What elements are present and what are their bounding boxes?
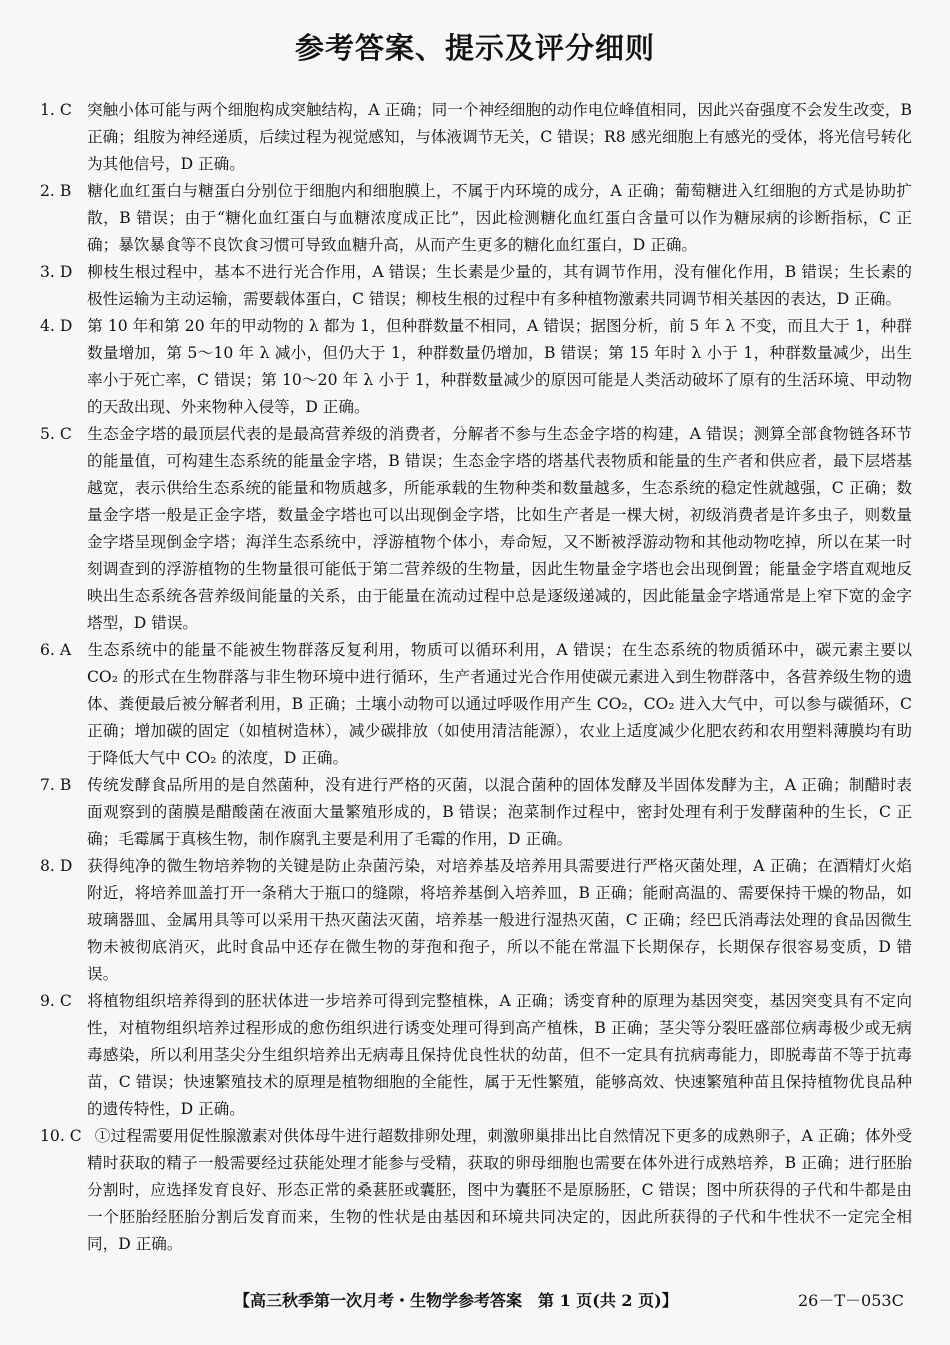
answer-text: ①过程需要用促性腺激素对供体母牛进行超数排卵处理，刺激卵巢排出比自然情况下更多的成熟卵子，A 正确；体外受精时获取的精子一般需要经过获能处理才能参与受精，获取的卵母细胞也需要在体外进行成熟培养，B 正确；进行胚胎分割时，应选择发育良好、形态正常的桑葚胚或囊胚，图中为囊胚不是原肠胚，C 错误；图中所获得的子代和牛都是由一个胚胎经胚胎分割后发育而来，生物的性状是由基因和环境共同决定的，因此所获得的子代和牛性状不一定完全相同，D 正确。: [87, 1127, 912, 1253]
answer-number: 9. C: [40, 992, 72, 1010]
footer-exam-code: 26－T－053C: [798, 1291, 904, 1310]
page-title: 参考答案、提示及评分细则: [294, 31, 655, 65]
answer-number: 3. D: [40, 263, 73, 281]
answer-item-7: [40, 772, 912, 853]
answer-text: 柳枝生根过程中，基本不进行光合作用，A 错误；生长素是少量的，其有调节作用，没有催化作用，B 错误；生长素的极性运输为主动运输，需要载体蛋白，C 错误；柳枝生根的过程中有多种植物激素共同调节相关基因的表达，D 正确。: [87, 263, 912, 308]
answer-item-2: [40, 178, 912, 259]
answer-item-9: [40, 988, 912, 1123]
answer-item-3: [40, 259, 912, 313]
answer-text: 将植物组织培养得到的胚状体进一步培养可得到完整植株，A 正确；诱变育种的原理为基因突变，基因突变具有不定向性，对植物组织培养过程形成的愈伤组织进行诱变处理可得到高产植株，B 正确；茎尖等分裂旺盛部位病毒极少或无病毒感染，所以利用茎尖分生组织培养出无病毒且保持优良性状的幼苗，但不一定具有抗病毒能力，即脱毒苗不等于抗毒苗，C 错误；快速繁殖技术的原理是植物细胞的全能性，属于无性繁殖，能够高效、快速繁殖种苗且保持植物优良品种的遗传特性，D 正确。: [87, 992, 912, 1118]
answer-item-10: [40, 1123, 912, 1258]
answer-item-1: [40, 97, 912, 178]
answer-number: 7. B: [40, 776, 72, 794]
answer-number: 2. B: [40, 182, 72, 200]
answer-item-5: [40, 421, 912, 637]
answer-text: 第 10 年和第 20 年的甲动物的 λ 都为 1，但种群数量不相同，A 错误；据图分析，前 5 年 λ 不变，而且大于 1，种群数量增加，第 5～10 年 λ 减小，但仍大于 1，种群数量仍增加，B 错误；第 15 年时 λ 小于 1，种群数量减少，出生率小于死亡率，C 错误；第 10～20 年 λ 小于 1，种群数量减少的原因可能是人类活动破坏了原有的生活环境、甲动物的天敌出现、外来物种入侵等，D 正确。: [87, 317, 912, 416]
answer-text: 生态金字塔的最顶层代表的是最高营养级的消费者，分解者不参与生态金字塔的构建，A 错误；测算全部食物链各环节的能量值，可构建生态系统的能量金字塔，B 错误；生态金字塔的塔基代表物质和能量的生产者和供应者，最下层塔基越宽，表示供给生态系统的能量和物质越多，所能承载的生物种类和数量越多，生态系统的稳定性就越强，C 正确；数量金字塔一般是正金字塔，数量金字塔也可以出现倒金字塔，比如生产者是一棵大树，初级消费者是许多虫子，则数量金字塔呈现倒金字塔；海洋生态系统中，浮游植物个体小，寿命短，又不断被浮游动物和其他动物吃掉，所以在某一时刻调查到的浮游植物的生物量很可能低于第二营养级的生物量，因此生物量金字塔也会出现倒置；能量金字塔直观地反映出生态系统各营养级间能量的关系，由于能量在流动过程中总是逐级递减的，因此能量金字塔通常是上窄下宽的金字塔型，D 错误。: [87, 425, 912, 632]
answer-item-4: [40, 313, 912, 421]
footer-page-info: 【高三秋季第一次月考・生物学参考答案 第 1 页(共 2 页)】: [234, 1291, 678, 1310]
answer-text: 糖化血红蛋白与糖蛋白分别位于细胞内和细胞膜上，不属于内环境的成分，A 正确；葡萄糖进入红细胞的方式是协助扩散，B 错误；由于“糖化血红蛋白与血糖浓度成正比”，因此检测糖化血红蛋白含量可以作为糖尿病的诊断指标，C 正确；暴饮暴食等不良饮食习惯可导致血糖升高，从而产生更多的糖化血红蛋白，D 正确。: [87, 182, 912, 254]
answer-number: 6. A: [40, 641, 72, 659]
answer-number: 8. D: [40, 857, 73, 875]
answer-text: 生态系统中的能量不能被生物群落反复利用，物质可以循环利用，A 错误；在生态系统的物质循环中，碳元素主要以 CO₂ 的形式在生物群落与非生物环境中进行循环，生产者通过光合作用使碳元素进入到生物群落中，各营养级生物的遗体、粪便最后被分解者利用，B 正确；土壤小动物可以通过呼吸作用产生 CO₂，CO₂ 进入大气中，可以参与碳循环，C 正确；增加碳的固定（如植树造林），减少碳排放（如使用清洁能源），农业上适度减少化肥农药和农用塑料薄膜均有助于降低大气中 CO₂ 的浓度，D 正确。: [87, 641, 912, 767]
answer-number: 4. D: [40, 317, 73, 335]
answer-text: 传统发酵食品所用的是自然菌种，没有进行严格的灭菌，以混合菌种的固体发酵及半固体发酵为主，A 正确；制醋时表面观察到的菌膜是醋酸菌在液面大量繁殖形成的，B 错误；泡菜制作过程中，密封处理有利于发酵菌种的生长，C 正确；毛霉属于真核生物，制作腐乳主要是利用了毛霉的作用，D 正确。: [87, 776, 912, 848]
answer-list: [40, 97, 912, 1258]
answer-number: 5. C: [40, 425, 72, 443]
answer-number: 10. C: [40, 1127, 82, 1145]
answer-number: 1. C: [40, 101, 72, 119]
answer-item-6: [40, 637, 912, 772]
answer-item-8: [40, 853, 912, 988]
answer-text: 突触小体可能与两个细胞构成突触结构，A 正确；同一个神经细胞的动作电位峰值相同，因此兴奋强度不会发生改变，B 正确；组胺为神经递质，后续过程为视觉感知，与体液调节无关，C 错误；R8 感光细胞上有感光的受体，将光信号转化为其他信号，D 正确。: [87, 101, 912, 173]
answer-text: 获得纯净的微生物培养物的关键是防止杂菌污染，对培养基及培养用具需要进行严格灭菌处理，A 正确；在酒精灯火焰附近，将培养皿盖打开一条稍大于瓶口的缝隙，将培养基倒入培养皿，B 正确；能耐高温的、需要保持干燥的物品，如玻璃器皿、金属用具等可以采用干热灭菌法灭菌，培养基一般进行湿热灭菌，C 正确；经巴氏消毒法处理的食品因微生物未被彻底消灭，此时食品中还存在微生物的芽孢和孢子，所以不能在常温下长期保存，长期保存很容易变质，D 错误。: [87, 857, 912, 983]
